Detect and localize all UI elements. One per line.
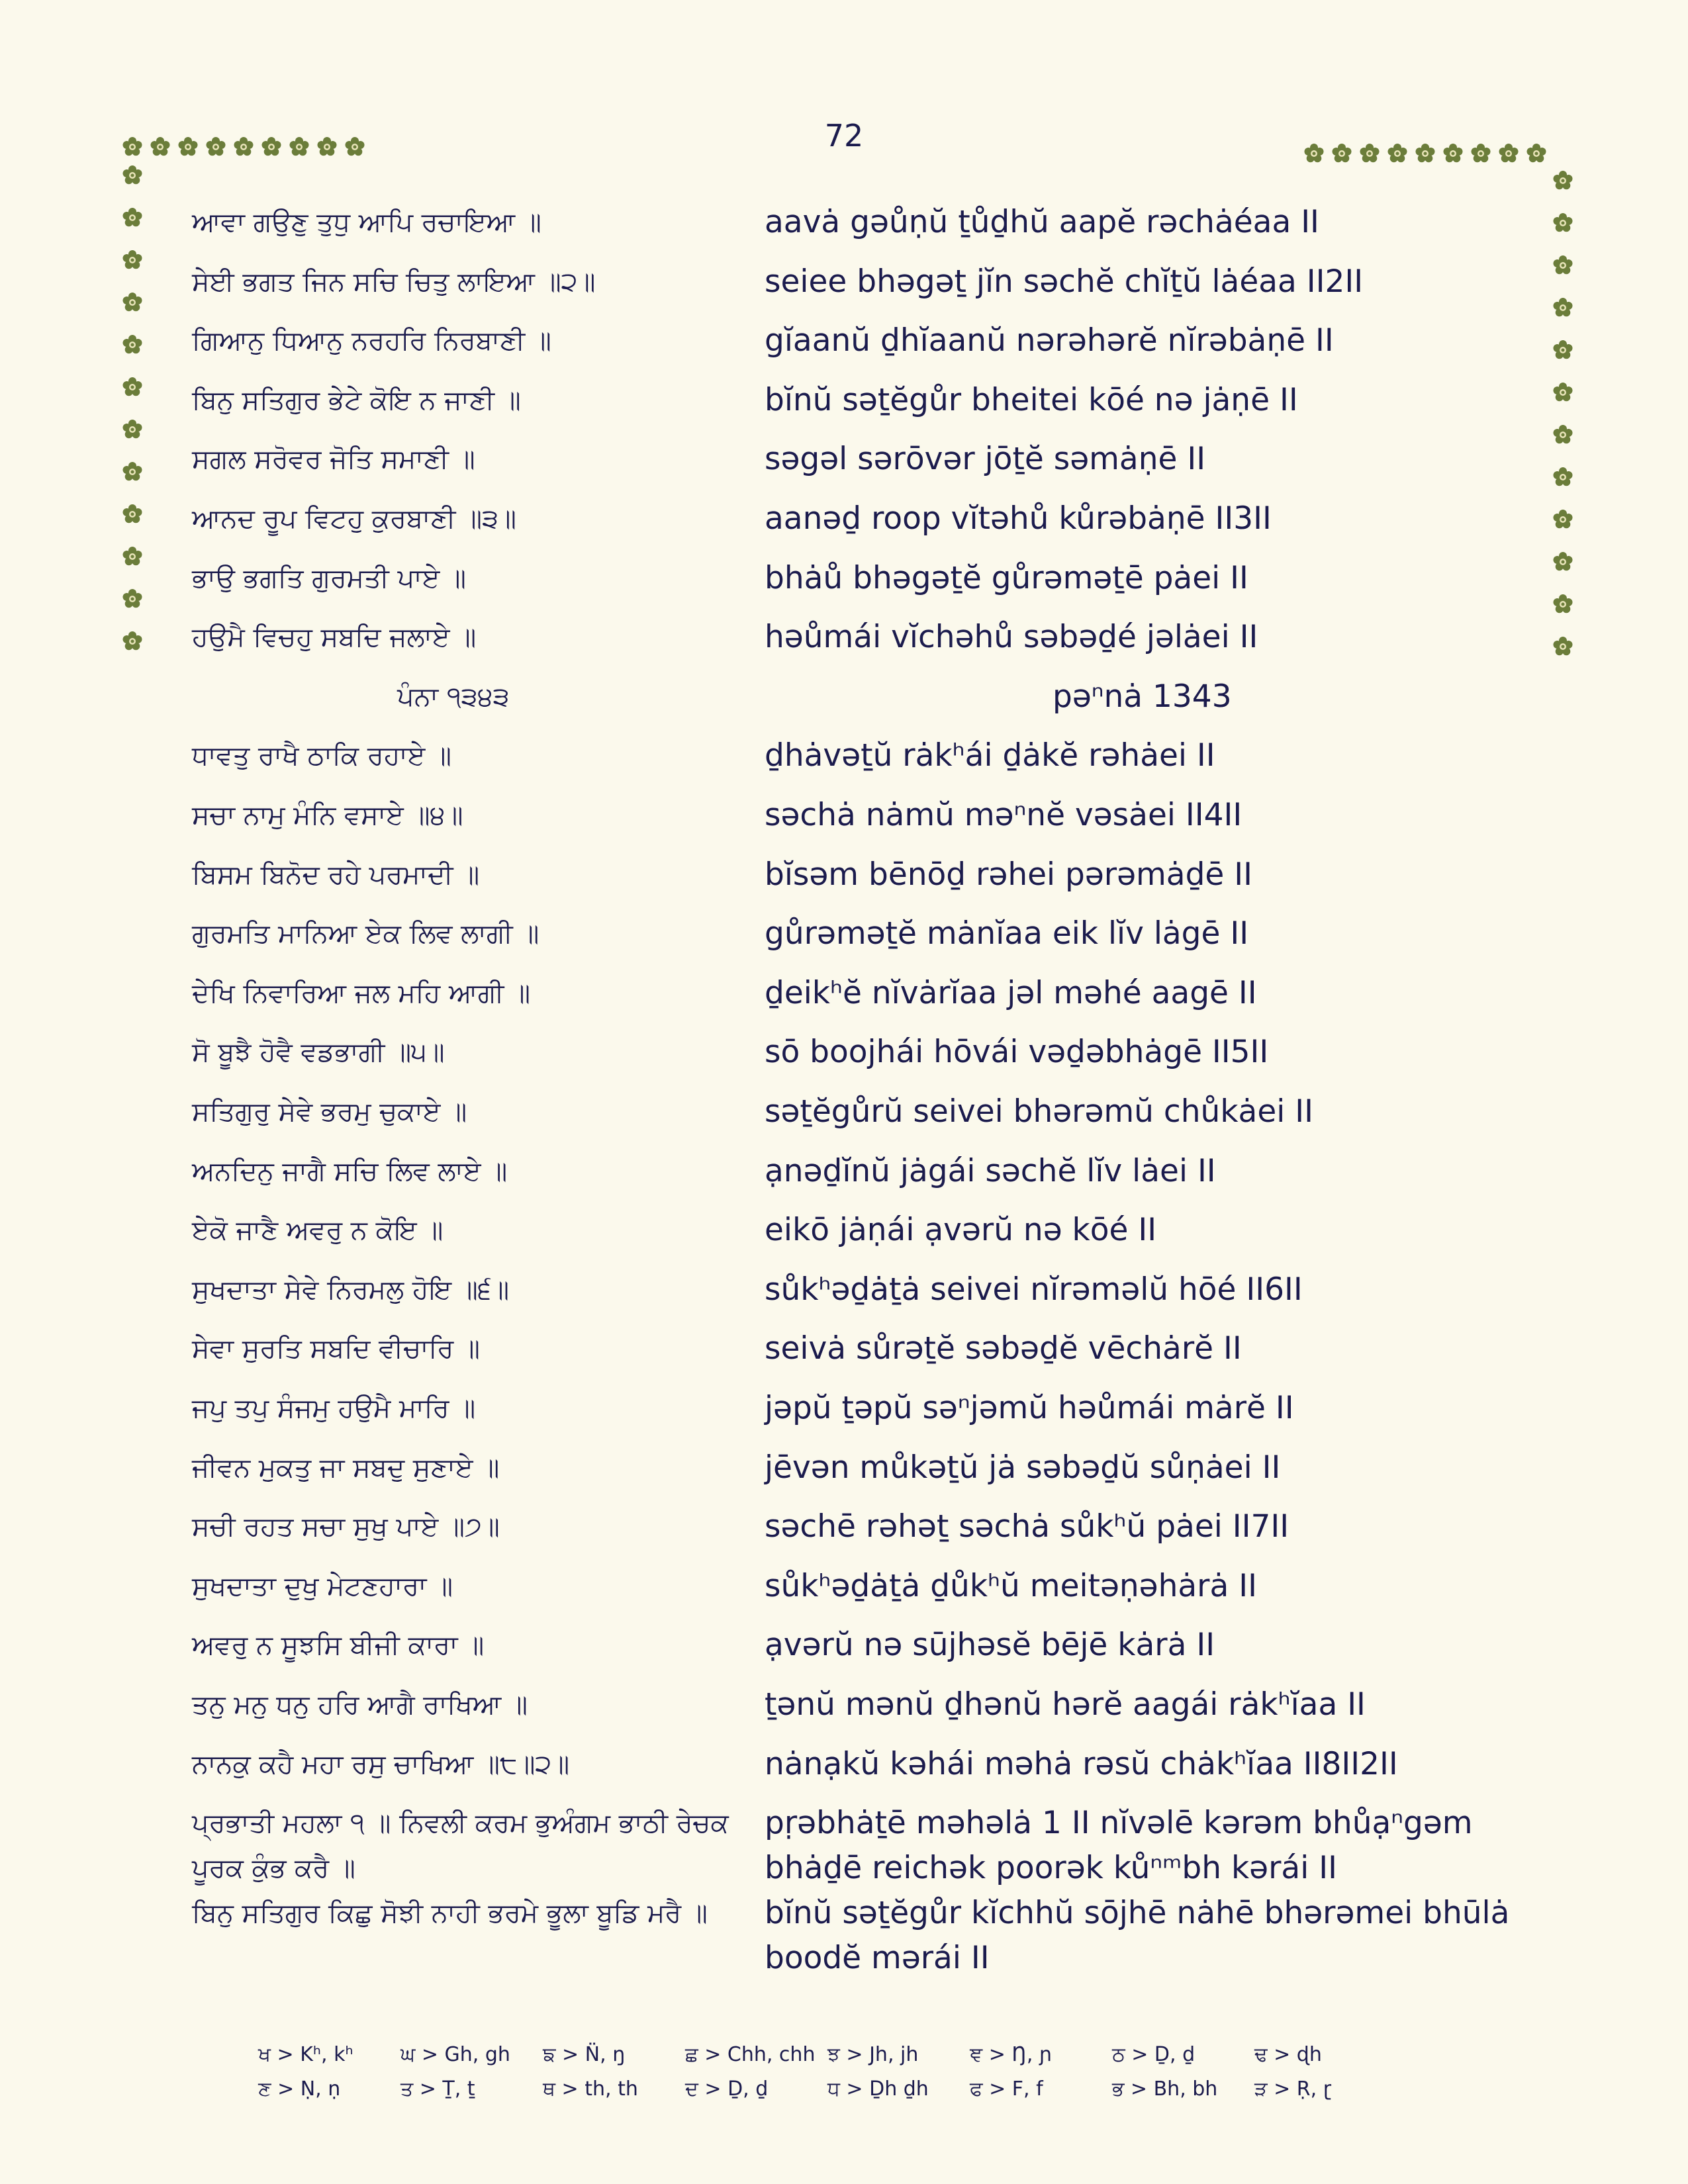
gurmukhi-line: ਸਤਿਗੁਰੁ ਸੇਵੇ ਭਰਮੁ ਚੁਕਾਏ ॥ <box>192 1097 467 1127</box>
legend-item: ਭ > Bh, bh <box>1112 2077 1218 2101</box>
verse-row <box>0 1030 1688 1083</box>
flower-ornament <box>1472 144 1491 162</box>
flower-ornament <box>290 137 309 156</box>
legend-item: ਠ > Ḏ, ḏ <box>1112 2042 1196 2066</box>
gurmukhi-line: ਪੰਨਾ ੧੩੪੩ <box>397 681 510 712</box>
flower-ornament <box>123 137 142 156</box>
transliteration-line: bhȧů bhəgəṯĕ gůrəməṯē pȧei II <box>765 559 1248 596</box>
gurmukhi-line: ਆਵਾ ਗਉਣੁ ਤੁਧੁ ਆਪਿ ਰਚਾਇਆ ॥ <box>192 207 541 238</box>
transliteration-line: seivȧ sůrəṯĕ səbəḏĕ vēchȧrĕ II <box>765 1330 1242 1367</box>
flower-ornament <box>151 137 170 156</box>
verse-row <box>0 1445 1688 1498</box>
verse-row <box>0 378 1688 431</box>
gurmukhi-line: ਅਵਰੁ ਨ ਸੂਝਸਿ ਬੀਜੀ ਕਾਰਾ ॥ <box>192 1630 485 1661</box>
verse-row <box>0 1089 1688 1142</box>
flower-ornament <box>207 137 226 156</box>
verse-row <box>0 793 1688 846</box>
flower-ornament <box>1444 144 1463 162</box>
verse-row <box>0 1149 1688 1202</box>
verse-row <box>0 615 1688 668</box>
verse-row <box>0 496 1688 549</box>
verse-row <box>0 1623 1688 1676</box>
verse-row <box>0 259 1688 312</box>
transliteration-line: səṯĕgůrŭ seivei bhərəmŭ chůkȧei II <box>765 1093 1313 1130</box>
verse-row <box>0 1504 1688 1557</box>
transliteration-line: həůmái vĭchəhů səbəḏé jəlȧei II <box>765 619 1258 656</box>
transliteration-line: ḏhȧvəṯŭ rȧkʰái ḏȧkĕ rəhȧei II <box>765 737 1215 774</box>
verse-row <box>0 1208 1688 1261</box>
gurmukhi-line: ਦੇਖਿ ਨਿਵਾਰਿਆ ਜਲ ਮਹਿ ਆਗੀ ॥ <box>192 978 531 1009</box>
legend-item: ੜ > Ṛ, ɽ <box>1254 2077 1332 2101</box>
transliteration-line: sůkʰəḏȧṯȧ ḏůkʰŭ meitəṇəhȧrȧ II <box>765 1567 1257 1604</box>
transliteration-line: jəpŭ ṯəpŭ səⁿjəmŭ həůmái mȧrĕ II <box>765 1390 1294 1426</box>
gurmukhi-line: ਏਕੋ ਜਾਣੈ ਅਵਰੁ ਨ ਕੋਇ ॥ <box>192 1215 444 1246</box>
transliteration-line: bĭsəm bēnōḏ rəhei pərəmȧḏē II <box>765 856 1253 893</box>
gurmukhi-line: ਸਚੀ ਰਹਤ ਸਚਾ ਸੁਖੁ ਪਾਏ ॥੭॥ <box>192 1512 500 1543</box>
transliteration-line: ạvərŭ nə sūjhəsĕ bējē kȧrȧ II <box>765 1627 1215 1664</box>
transliteration-line: sůkʰəḏȧṯȧ seivei nĭrəməlŭ hōé II6II <box>765 1271 1303 1308</box>
flower-ornament <box>1554 171 1573 189</box>
verse-row <box>0 200 1688 253</box>
verse-row <box>0 733 1688 786</box>
verse-row <box>0 1267 1688 1320</box>
transliteration-line: nȧnạkŭ kəhái məhȧ rəsŭ chȧkʰĭaa II8II2II <box>765 1745 1398 1782</box>
flower-ornament <box>1305 144 1324 162</box>
verse-row <box>0 852 1688 905</box>
transliteration-line: gůrəməṯĕ mȧnĭaa eik lĭv lȧgē II <box>765 915 1249 952</box>
transliteration-line: bĭnŭ səṯĕgůr bheitei kōé nə jȧṇē II <box>765 381 1298 418</box>
gurmukhi-line: ਸੁਖਦਾਤਾ ਸੇਵੇ ਨਿਰਮਲੁ ਹੋਇ ॥੬॥ <box>192 1274 510 1305</box>
verse-row <box>0 1682 1688 1735</box>
flower-ornament <box>123 165 142 184</box>
verse-row <box>0 556 1688 609</box>
legend-item: ਫ > F, f <box>970 2077 1043 2101</box>
legend-item: ਞ > Ŋ, ɲ <box>970 2042 1053 2066</box>
gurmukhi-line: ਧਾਵਤੁ ਰਾਖੈ ਠਾਕਿ ਰਹਾਏ ॥ <box>192 741 451 772</box>
gurmukhi-line: ਪ੍ਰਭਾਤੀ ਮਹਲਾ ੧ ॥ ਨਿਵਲੀ ਕਰਮ ਭੁਅੰਗਮ ਭਾਠੀ ਰੇਚਕ ਪੂਰਕ ਕੁੰਭ ਕਰੈ ॥ <box>192 1808 729 1884</box>
legend-item: ਛ > Chh, chh <box>685 2042 816 2066</box>
transliteration-line: ạnəḏĭnŭ jȧgái səchĕ lĭv lȧei II <box>765 1152 1216 1189</box>
gurmukhi-line: ਗੁਰਮਤਿ ਮਾਨਿਆ ਏਕ ਲਿਵ ਲਾਗੀ ॥ <box>192 919 539 950</box>
transliteration-line: seiee bhəgəṯ jĭn səchĕ chĭṯŭ lȧéaa II2II <box>765 263 1364 300</box>
transliteration-line: pəⁿnȧ 1343 <box>1053 678 1232 715</box>
legend-item: ਙ > N̈, ŋ <box>543 2042 626 2066</box>
legend-item: ਥ > th, th <box>543 2077 638 2101</box>
gurmukhi-line: ਸਚਾ ਨਾਮੁ ਮੰਨਿ ਵਸਾਏ ॥੪॥ <box>192 800 463 831</box>
verse-row <box>0 318 1688 371</box>
gurmukhi-line: ਬਿਨੁ ਸਤਿਗੁਰ ਕਿਛੁ ਸੋਝੀ ਨਾਹੀ ਭਰਮੇ ਭੂਲਾ ਬੂਡਿ ਮਰੈ ॥ <box>192 1898 708 1929</box>
transliteration-line: ḏeikʰĕ nĭvȧrĭaa jəl məhé aagē II <box>765 974 1257 1011</box>
legend-item: ਢ > ɖh <box>1254 2042 1322 2066</box>
legend-item: ਤ > Ṯ, ṯ <box>400 2077 475 2101</box>
flower-ornament <box>346 137 365 156</box>
gurmukhi-line: ਬਿਸਮ ਬਿਨੋਦ ਰਹੇ ਪਰਮਾਦੀ ॥ <box>192 859 480 890</box>
gurmukhi-line: ਆਨਦ ਰੂਪ ਵਿਟਹੁ ਕੁਰਬਾਣੀ ॥੩॥ <box>192 504 516 534</box>
transliteration-line: səchȧ nȧmŭ məⁿnĕ vəsȧei II4II <box>765 797 1243 833</box>
transliteration-line: aavȧ gəůṇŭ ṯůḏhŭ aapĕ rəchȧéaa II <box>765 204 1319 240</box>
gurmukhi-line: ਸੁਖਦਾਤਾ ਦੁਖੁ ਮੇਟਣਹਾਰਾ ॥ <box>192 1570 453 1602</box>
page-marker-row <box>0 674 1688 727</box>
transliteration-line: jēvən můkəṯŭ jȧ səbəḏŭ sůṇȧei II <box>765 1449 1281 1486</box>
legend-item: ਧ > Ḏh ḏh <box>827 2077 929 2101</box>
legend-item: ਦ > Ḏ, ḏ <box>685 2077 769 2101</box>
gurmukhi-line: ਸਗਲ ਸਰੋਵਰ ਜੋਤਿ ਸਮਾਣੀ ॥ <box>192 444 475 475</box>
transliteration-line: səgəl sərōvər jōṯĕ səmȧṇē II <box>765 441 1206 478</box>
flower-ornament <box>1499 144 1519 162</box>
transliteration-line: aanəḏ roop vĭtəhů kůrəbȧṇē II3II <box>765 500 1272 537</box>
verse-row <box>0 1742 1688 1795</box>
flower-ornament <box>262 137 281 156</box>
flower-ornament <box>1416 144 1435 162</box>
verse-row <box>0 1891 1688 1977</box>
gurmukhi-line: ਨਾਨਕੁ ਕਹੈ ਮਹਾ ਰਸੁ ਚਾਖਿਆ ॥੮॥੨॥ <box>192 1749 570 1780</box>
transliteration-legend <box>258 2037 1450 2106</box>
flower-ornament <box>179 137 198 156</box>
transliteration-line: bĭnŭ səṯĕgůr kĭchhŭ sōjhē nȧhē bhərəmei bhūlȧ boodĕ mərái II <box>765 1895 1510 1977</box>
flower-ornament <box>234 137 254 156</box>
gurmukhi-line: ਸੋ ਬੂਝੈ ਹੋਵੈ ਵਡਭਾਗੀ ॥੫॥ <box>192 1037 445 1068</box>
legend-item: ਖ > Kʰ, kʰ <box>258 2042 353 2066</box>
gurmukhi-line: ਹਉਮੈ ਵਿਚਹੁ ਸਬਦਿ ਜਲਾਏ ॥ <box>192 622 477 653</box>
legend-item: ਘ > Gh, gh <box>400 2042 510 2066</box>
verse-row <box>0 911 1688 964</box>
verse-row <box>0 1326 1688 1379</box>
legend-row <box>258 2037 1450 2071</box>
gurmukhi-line: ਜਪੁ ਤਪੁ ਸੰਜਮੁ ਹਉਮੈ ਮਾਰਿ ॥ <box>192 1393 476 1424</box>
gurmukhi-line: ਸੇਵਾ ਸੁਰਤਿ ਸਬਦਿ ਵੀਚਾਰਿ ॥ <box>192 1334 480 1365</box>
gurmukhi-line: ਅਨਦਿਨੁ ਜਾਗੈ ਸਚਿ ਲਿਵ ਲਾਏ ॥ <box>192 1156 508 1187</box>
flower-ornament <box>1360 144 1380 162</box>
flower-ornament <box>1527 144 1546 162</box>
verse-row <box>0 1801 1688 1887</box>
gurmukhi-line: ਬਿਨੁ ਸਤਿਗੁਰ ਭੇਟੇ ਕੋਇ ਨ ਜਾਣੀ ॥ <box>192 385 521 416</box>
transliteration-line: gĭaanŭ ḏhĭaanŭ nərəhərĕ nĭrəbȧṇē II <box>765 322 1334 359</box>
flower-ornament <box>318 137 337 156</box>
verse-row <box>0 1564 1688 1617</box>
verse-row <box>0 971 1688 1024</box>
transliteration-line: sō boojhái hōvái vəḏəbhȧgē II5II <box>765 1034 1269 1071</box>
verse-row <box>0 437 1688 490</box>
gurmukhi-line: ਭਾਉ ਭਗਤਿ ਗੁਰਮਤੀ ਪਾਏ ॥ <box>192 563 466 594</box>
gurmukhi-line: ਗਿਆਨੁ ਧਿਆਨੁ ਨਰਹਰਿ ਨਿਰਬਾਣੀ ॥ <box>192 326 551 357</box>
legend-item: ਣ > Ṇ, ṇ <box>258 2077 341 2101</box>
legend-item: ਝ > Jh, jh <box>827 2042 919 2066</box>
legend-row <box>258 2071 1450 2106</box>
gurmukhi-line: ਸੇਈ ਭਗਤ ਜਿਨ ਸਚਿ ਚਿਤੁ ਲਾਇਆ ॥੨॥ <box>192 266 596 297</box>
transliteration-line: səchē rəhəṯ səchȧ sůkʰŭ pȧei II7II <box>765 1508 1289 1545</box>
transliteration-line: pṛəbhȧṯē məhəlȧ 1 II nĭvəlē kərəm bhůạⁿgəm bhȧḏē reichək poorək kůⁿᵐbh kərái II <box>765 1805 1473 1887</box>
flower-ornament <box>1333 144 1352 162</box>
gurmukhi-line: ਜੀਵਨ ਮੁਕਤੁ ਜਾ ਸਬਦੁ ਸੁਣਾਏ ॥ <box>192 1452 500 1483</box>
page-number: 72 <box>824 118 864 154</box>
verse-row <box>0 1386 1688 1439</box>
transliteration-line: ṯənŭ mənŭ ḏhənŭ hərĕ aagái rȧkʰĭaa II <box>765 1686 1366 1723</box>
transliteration-line: eikō jȧṇái ạvərŭ nə kōé II <box>765 1212 1157 1249</box>
flower-ornament <box>1388 144 1407 162</box>
gurmukhi-line: ਤਨੁ ਮਨੁ ਧਨੁ ਹਰਿ ਆਗੈ ਰਾਖਿਆ ॥ <box>192 1690 528 1720</box>
